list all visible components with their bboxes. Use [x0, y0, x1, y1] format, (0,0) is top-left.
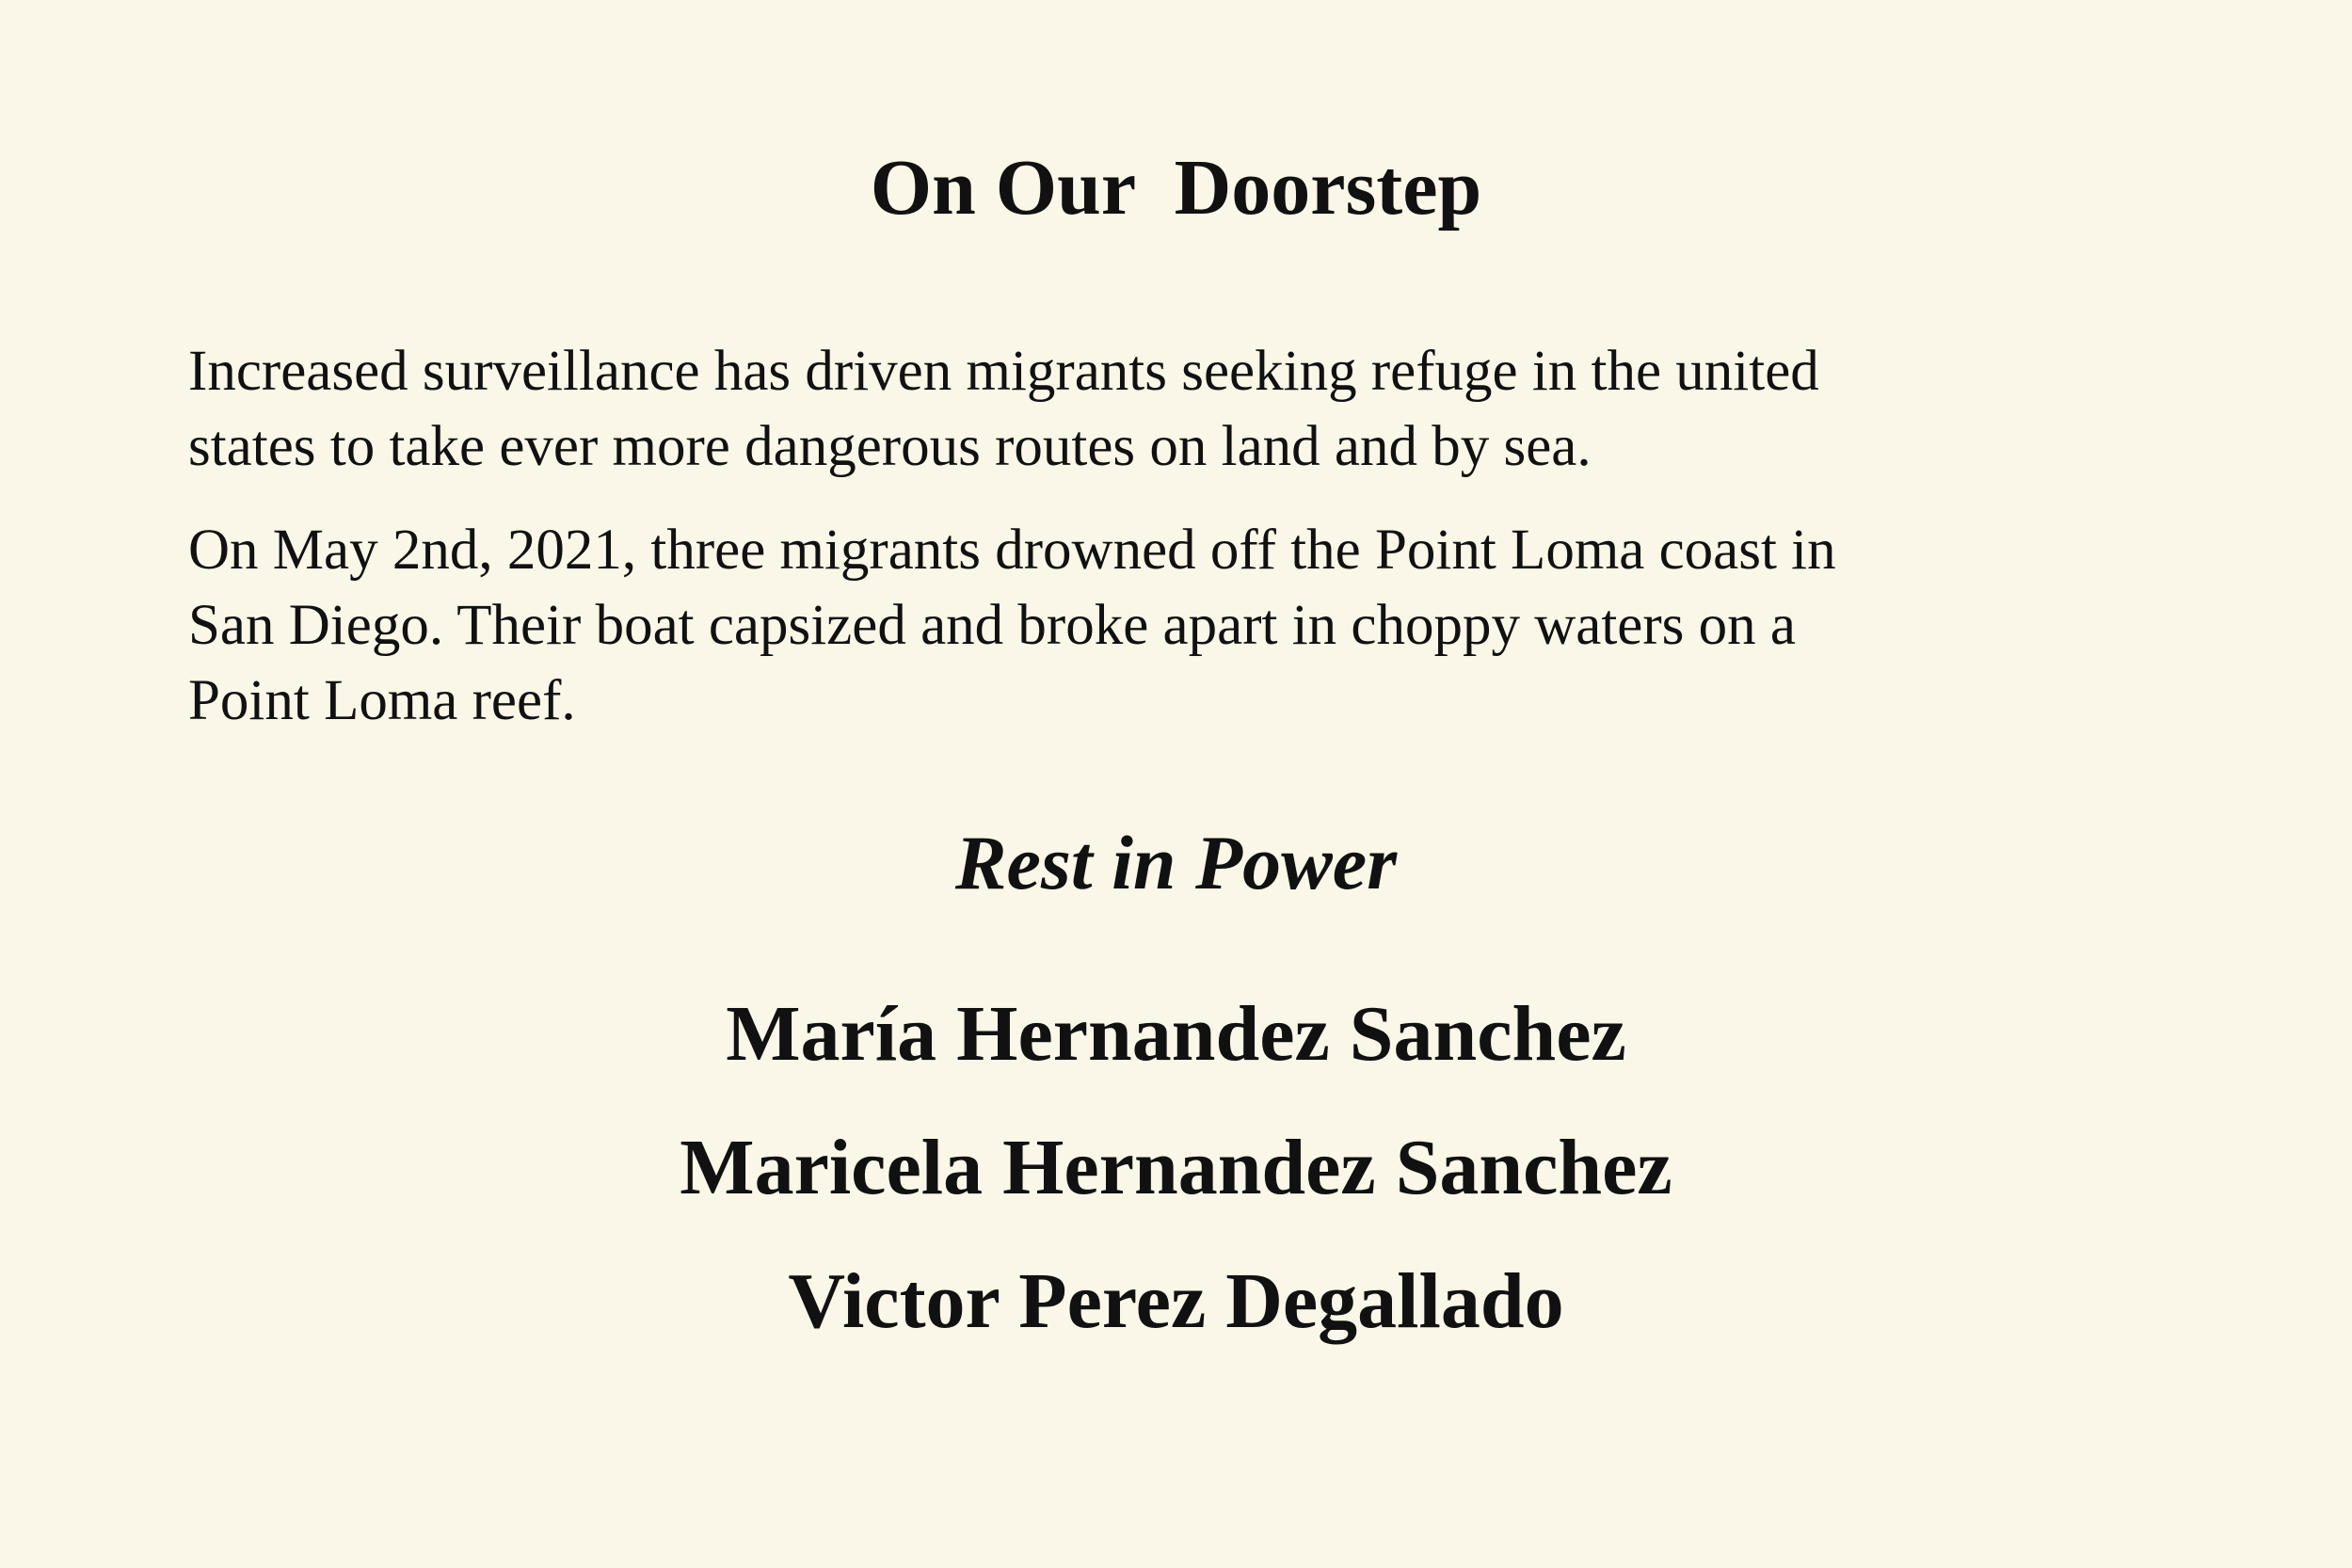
intro-paragraph: [188, 334, 2184, 485]
incident-paragraph-line: San Diego. Their boat capsized and broke apart in choppy waters on a: [188, 594, 1796, 657]
intro-paragraph-line: states to take ever more dangerous routes on land and by sea.: [188, 415, 1592, 478]
memorial-heading: Rest in Power: [954, 820, 1398, 905]
incident-paragraph-line: Point Loma reef.: [188, 669, 576, 732]
incident-paragraph-line: On May 2nd, 2021, three migrants drowned off the Point Loma coast in: [188, 519, 1836, 582]
intro-paragraph-line: Increased surveillance has driven migrants seeking refuge in the united: [188, 340, 1819, 403]
victim-name: Victor Perez Degallado: [788, 1257, 1564, 1345]
victim-name: María Hernandez Sanchez: [726, 990, 1626, 1078]
victim-name: Maricela Hernandez Sanchez: [680, 1124, 1672, 1211]
victim-names-list: [0, 968, 2352, 1368]
incident-paragraph: [188, 513, 2184, 739]
page-title: On Our Doorstep: [870, 144, 1482, 232]
